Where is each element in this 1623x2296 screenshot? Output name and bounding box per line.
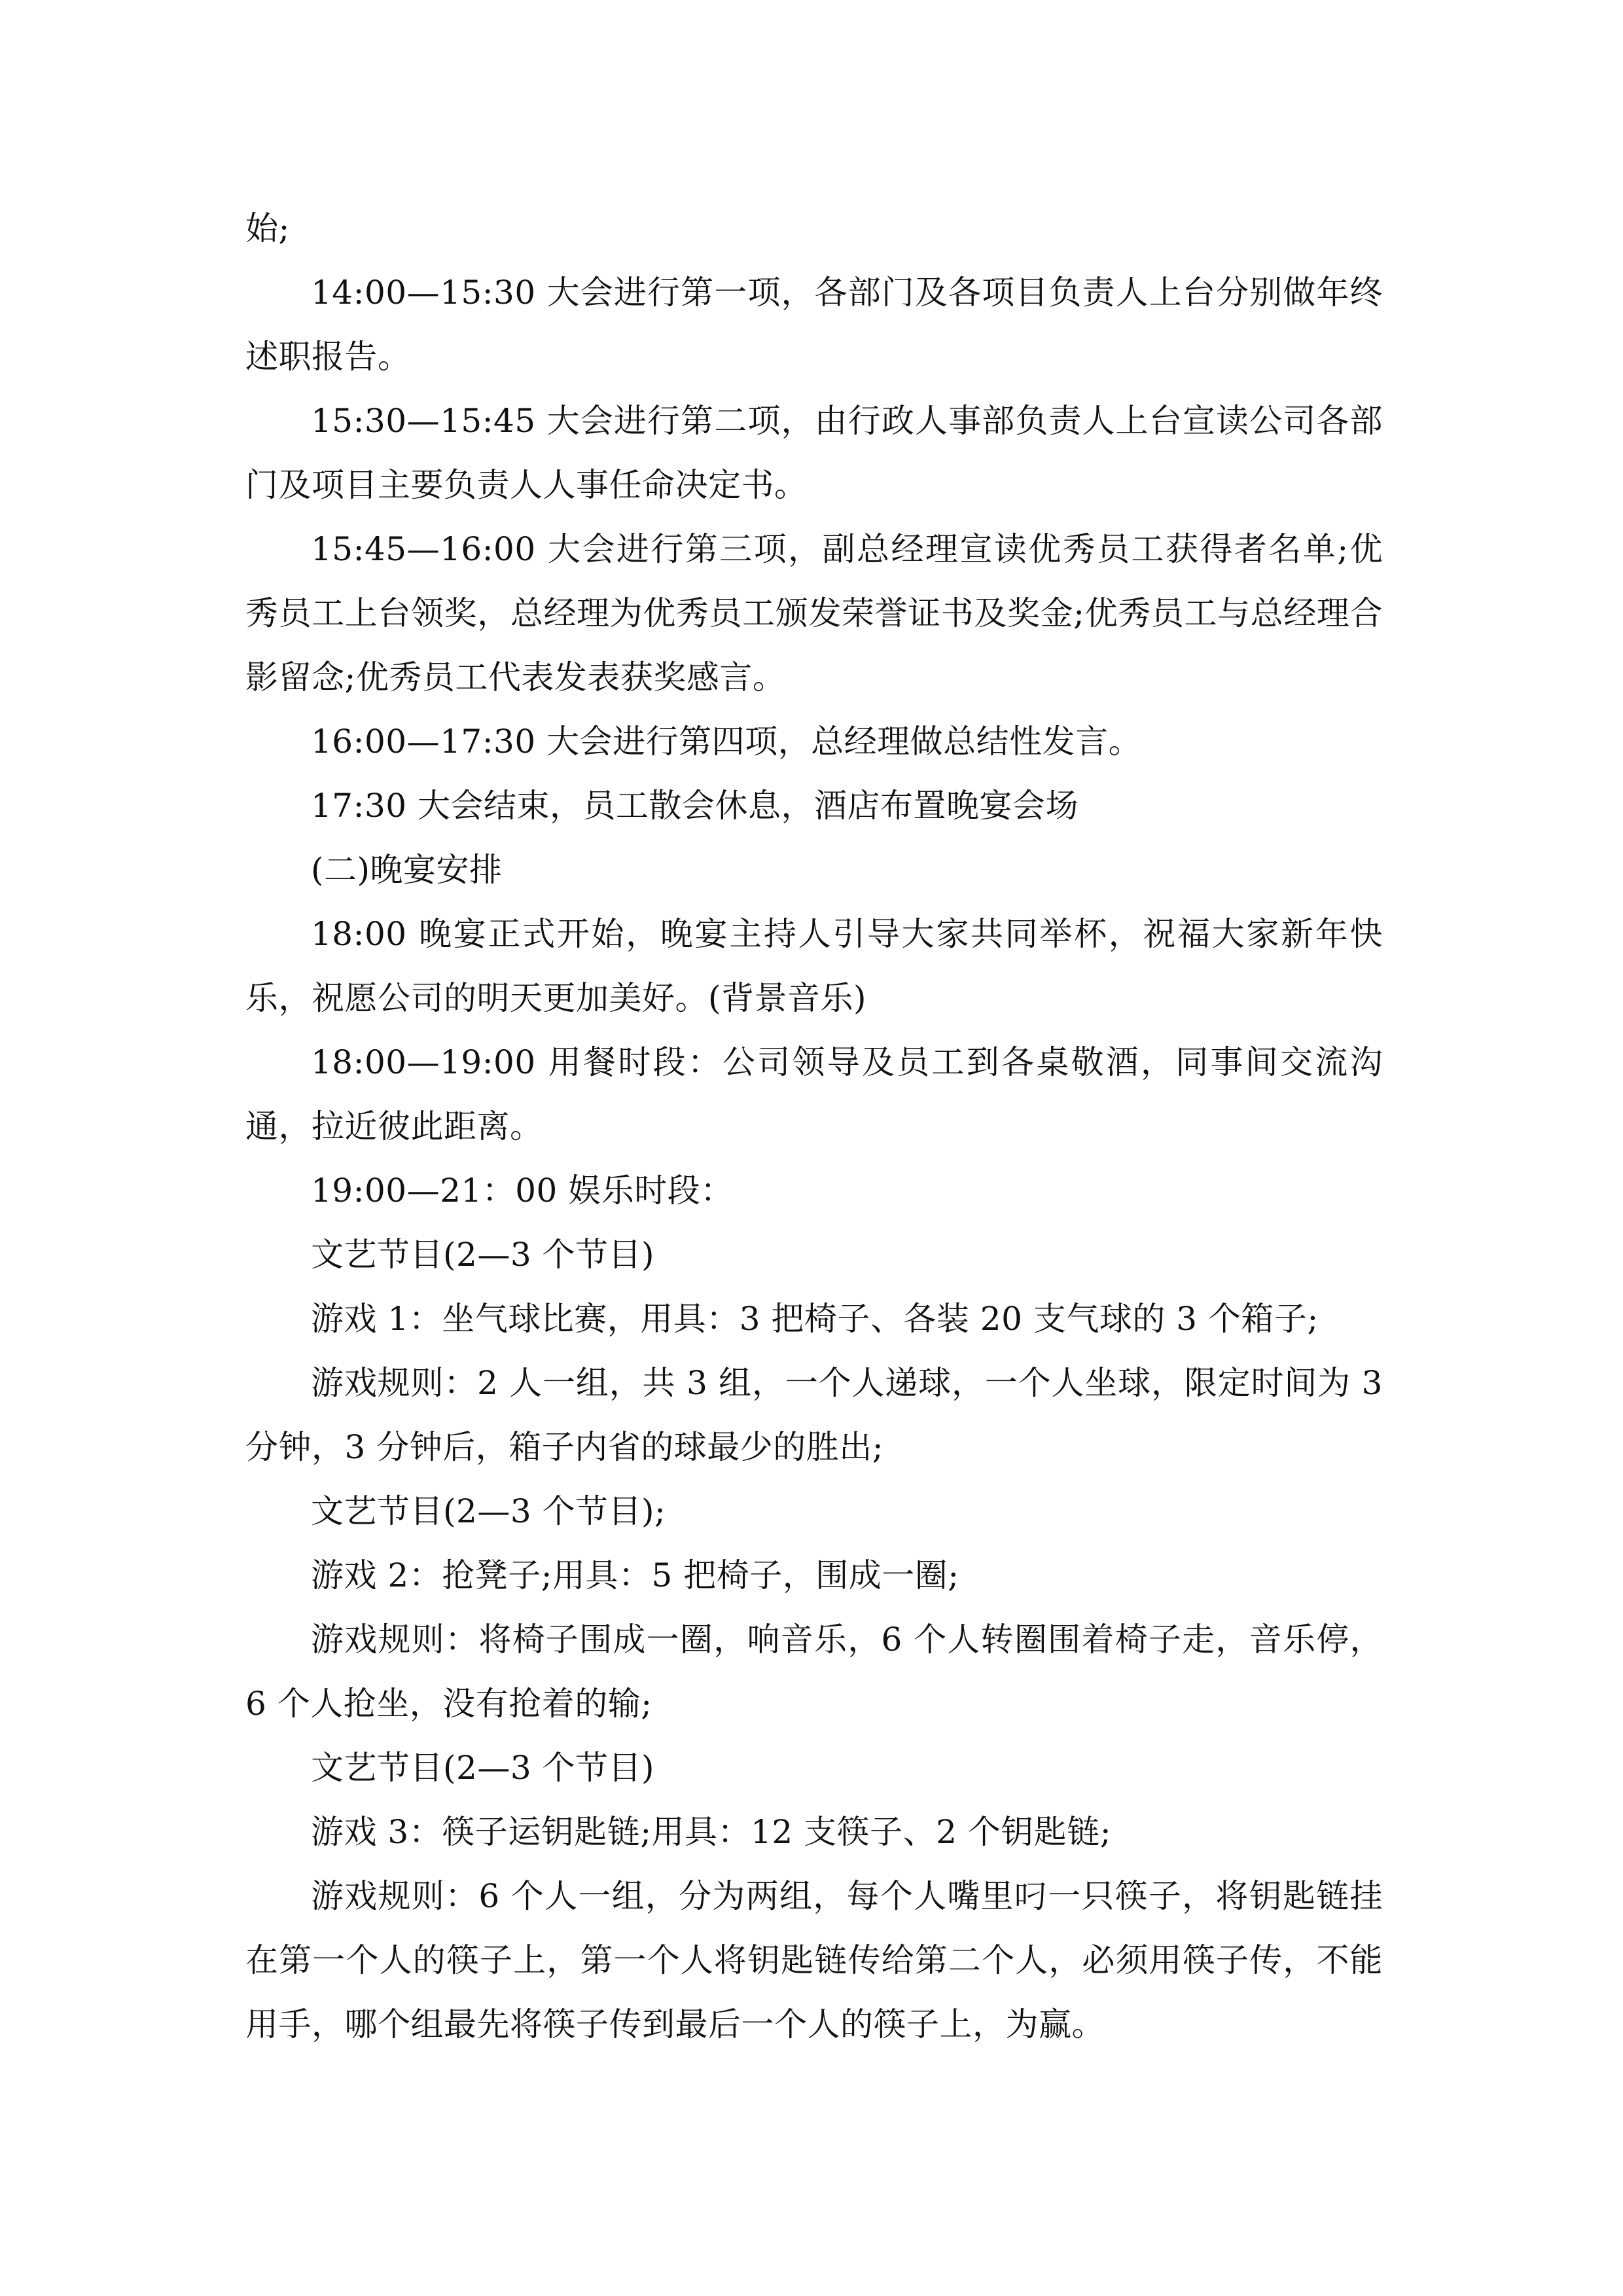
section-heading-banquet: (二)晚宴安排 <box>311 851 503 889</box>
document-body <box>245 196 1383 2056</box>
paragraph-banquet-start: 18:00 晚宴正式开始，晚宴主持人引导大家共同举杯，祝福大家新年快乐，祝愿公司的明天更加美好。(背景音乐) <box>245 915 1383 1017</box>
paragraph-game-2: 游戏 2：抢凳子;用具：5 把椅子，围成一圈; <box>311 1556 959 1594</box>
paragraph-meeting-end: 17:30 大会结束，员工散会休息，酒店布置晚宴会场 <box>311 787 1079 825</box>
paragraph-performance-1: 文艺节目(2—3 个节目) <box>311 1236 655 1274</box>
paragraph-continuation: 始; <box>245 209 290 247</box>
paragraph-agenda-item-1: 14:00—15:30 大会进行第一项，各部门及各项目负责人上台分别做年终述职报告。 <box>245 274 1383 376</box>
paragraph-game-3-rules: 游戏规则：6 个人一组，分为两组，每个人嘴里叼一只筷子，将钥匙链挂在第一个人的筷子上，第一个人将钥匙链传给第二个人，必须用筷子传，不能用手，哪个组最先将筷子传到最后一个人的筷子上，为赢。 <box>245 1877 1383 2043</box>
paragraph-agenda-item-3: 15:45—16:00 大会进行第三项，副总经理宣读优秀员工获得者名单;优秀员工上台领奖，总经理为优秀员工颁发荣誉证书及奖金;优秀员工与总经理合影留念;优秀员工代表发表获奖感言。 <box>245 530 1383 696</box>
paragraph-entertainment-period: 19:00—21：00 娱乐时段： <box>311 1172 734 1210</box>
paragraph-performance-2: 文艺节目(2—3 个节目); <box>311 1492 666 1530</box>
paragraph-dining-period: 18:00—19:00 用餐时段：公司领导及员工到各桌敬酒，同事间交流沟通，拉近彼此距离。 <box>245 1043 1383 1145</box>
paragraph-game-1: 游戏 1：坐气球比赛，用具：3 把椅子、各装 20 支气球的 3 个箱子; <box>311 1300 1319 1338</box>
paragraph-game-3: 游戏 3：筷子运钥匙链;用具：12 支筷子、2 个钥匙链; <box>311 1813 1112 1851</box>
paragraph-game-1-rules: 游戏规则：2 人一组，共 3 组，一个人递球，一个人坐球，限定时间为 3 分钟，3 分钟后，箱子内省的球最少的胜出; <box>245 1364 1383 1466</box>
paragraph-performance-3: 文艺节目(2—3 个节目) <box>311 1749 655 1787</box>
paragraph-game-2-rules: 游戏规则：将椅子围成一圈，响音乐，6 个人转圈围着椅子走，音乐停，6 个人抢坐，没有抢着的输; <box>245 1621 1383 1723</box>
paragraph-agenda-item-2: 15:30—15:45 大会进行第二项，由行政人事部负责人上台宣读公司各部门及项目主要负责人人事任命决定书。 <box>245 402 1383 504</box>
paragraph-agenda-item-4: 16:00—17:30 大会进行第四项，总经理做总结性发言。 <box>311 723 1142 761</box>
